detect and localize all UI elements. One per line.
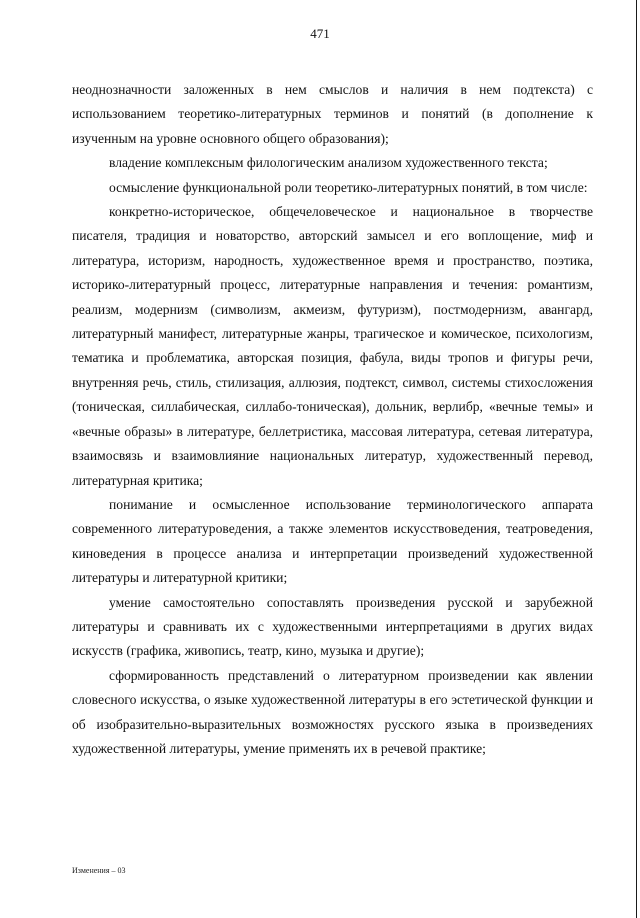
document-body bbox=[72, 78, 593, 761]
page-edge-line bbox=[636, 0, 637, 918]
page-number: 471 bbox=[310, 26, 330, 41]
paragraph-philological-analysis: владение комплексным филологическим анализом художественного текста; bbox=[109, 155, 548, 171]
paragraph-comparison-skills: умение самостоятельно сопоставлять произведения русской и зарубежной литературы и сравнивать их с художественными интерпретациями в других видах искусств (графика, живопись, театр, кино, музыка и другие); bbox=[72, 594, 593, 659]
paragraph-continuation: неоднозначности заложенных в нем смыслов и наличия в нем подтекста) с использованием теоретико-литературных терминов и понятий (в дополнение к изученным на уровне основного общего образования); bbox=[72, 82, 593, 146]
paragraph-terminology: понимание и осмысленное использование терминологического аппарата современного литературоведения, а также элементов искусствоведения, театроведения, киноведения в процессе анализа и интерпретации произведений художественной литературы и литературной критики; bbox=[72, 496, 593, 586]
paragraph-concepts-list: конкретно-историческое, общечеловеческое и национальное в творчестве писателя, традиция и новаторство, авторский замысел и его воплощение, миф и литература, историзм, народность, художественное время и пространство, поэтика, историко-литературный процесс, литературные направления и течения: романтизм, реализм, модернизм (символизм, акмеизм, футуризм), постмодернизм, авангард, литературный манифест, литературные жанры, трагическое и комическое, психологизм, тематика и проблематика, авторская позиция, фабула, виды тропов и фигуры речи, внутренняя речь, стиль, стилизация, аллюзия, подтекст, символ, системы стихосложения (тоническая, силлабическая, силлабо-тоническая), дольник, верлибр, «вечные темы» и «вечные образы» в литературе, беллетристика, массовая литература, сетевая литература, взаимосвязь и взаимовлияние национальных литератур, художественный перевод, литературная критика; bbox=[72, 204, 593, 488]
paragraph-theoretical-concepts: осмысление функциональной роли теоретико-литературных понятий, в том числе: bbox=[109, 179, 588, 195]
footer-revision-note: Изменения – 03 bbox=[72, 866, 126, 875]
paragraph-verbal-art: сформированность представлений о литературном произведении как явлении словесного искусства, о языке художественной литературы в его эстетической функции и об изобразительно-выразительных возможностях русского языка в произведениях художественной литературы, умение применять их в речевой практике; bbox=[72, 667, 593, 756]
